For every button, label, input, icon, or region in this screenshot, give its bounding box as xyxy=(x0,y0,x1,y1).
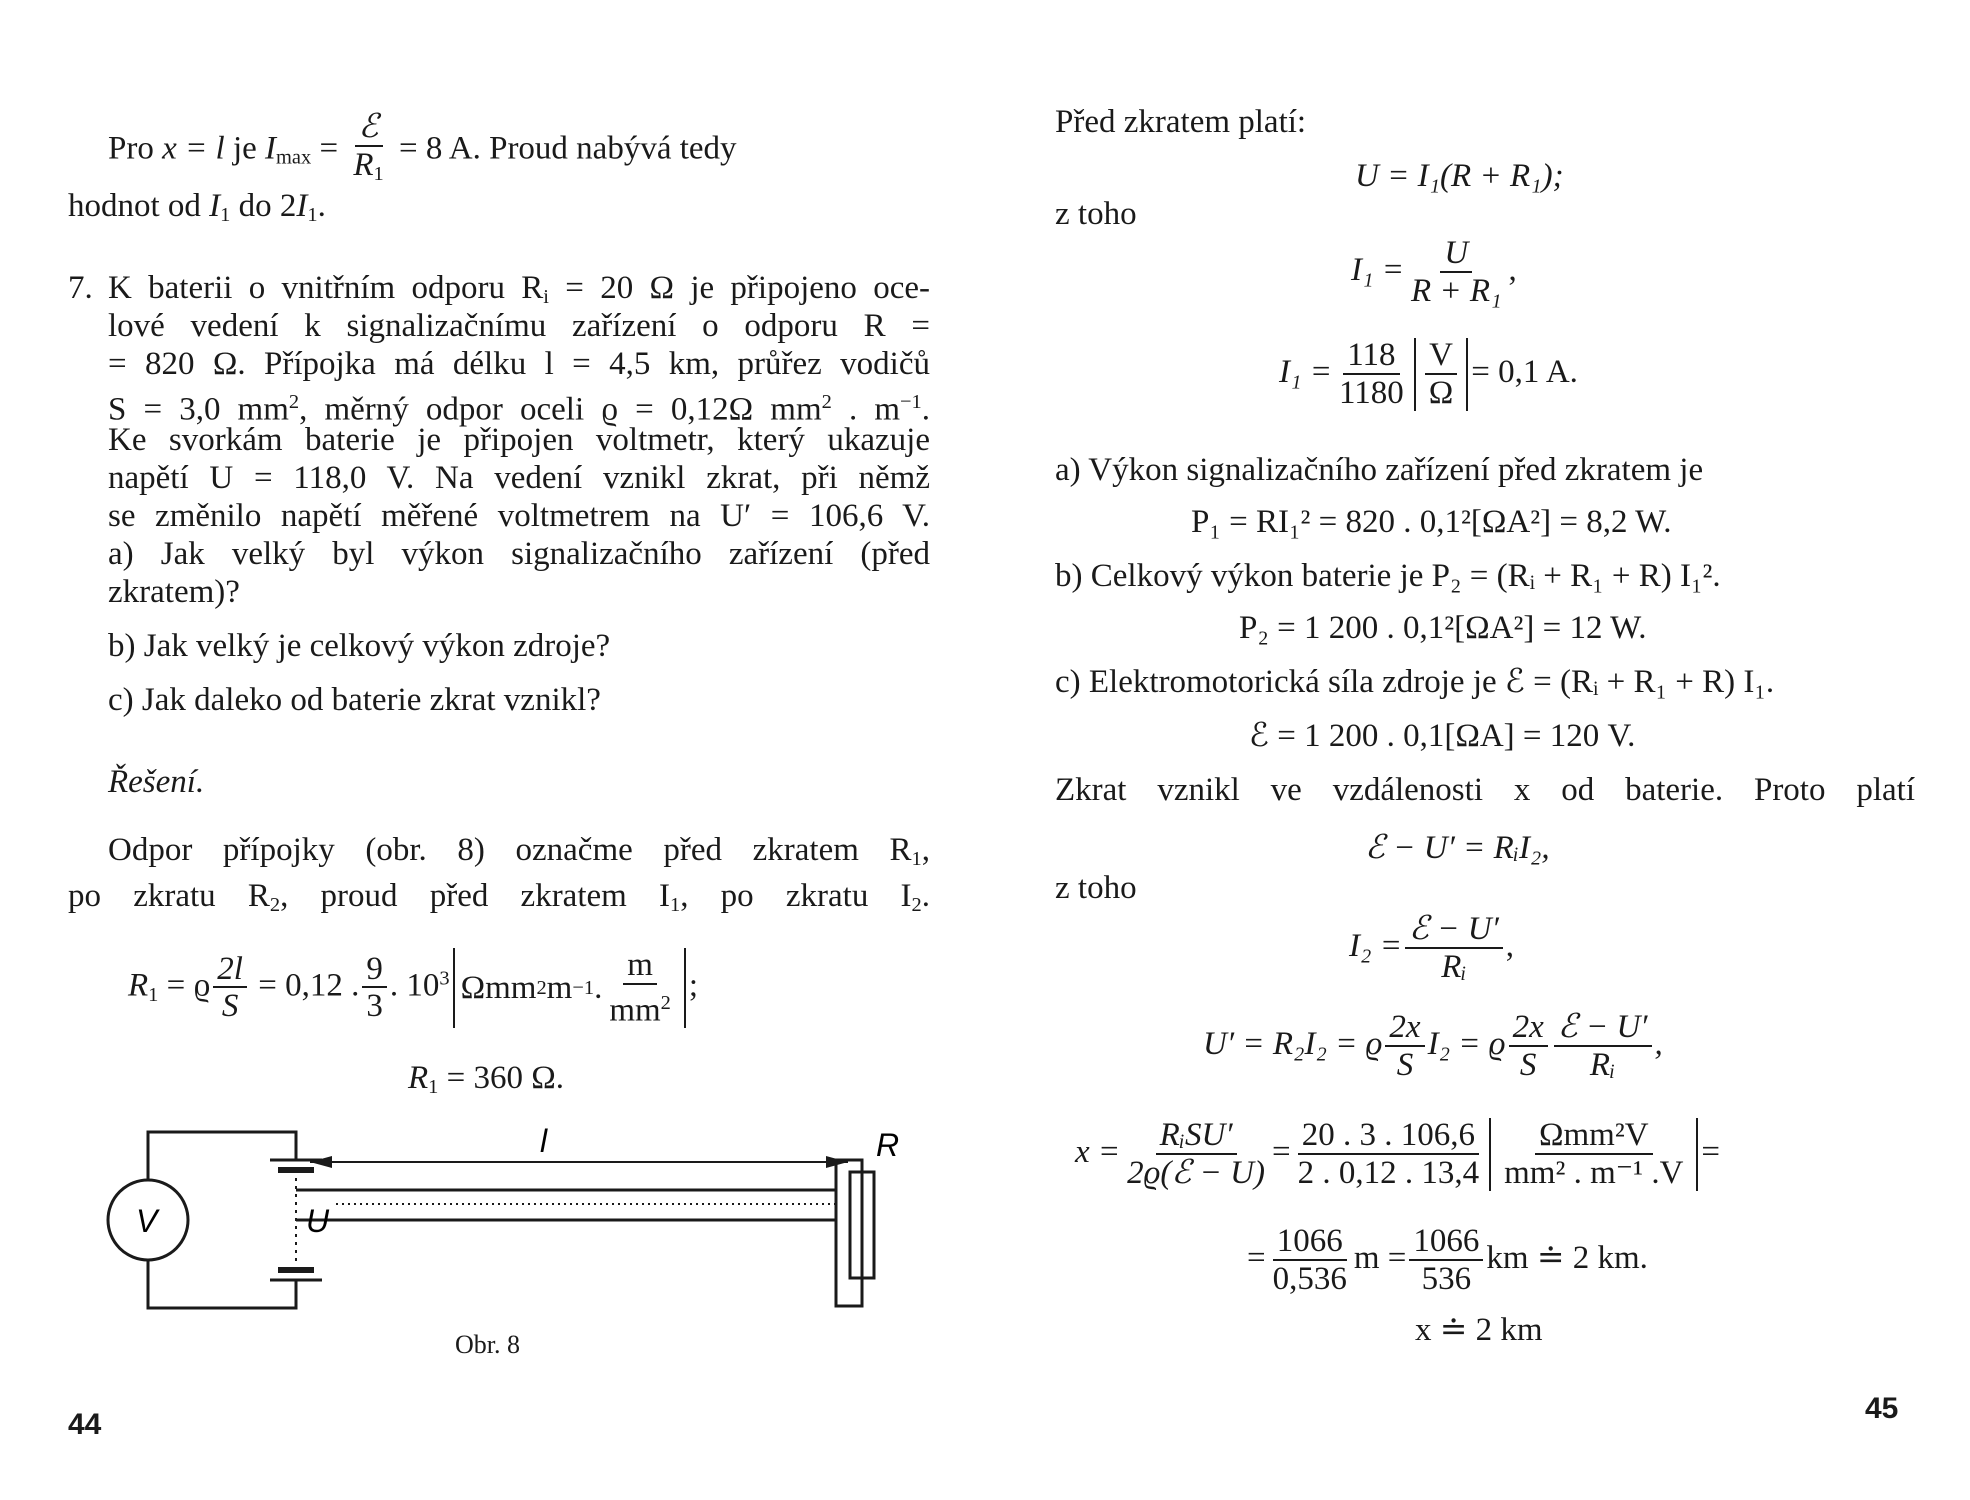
right-page xyxy=(985,0,1970,1500)
solution-heading: Řešení. xyxy=(108,764,205,800)
right-line-a: a) Výkon signalizačního zařízení před zkratem je xyxy=(1055,452,1704,488)
resistor-label: R xyxy=(876,1127,900,1163)
question-b: b) Jak velký je celkový výkon zdroje? xyxy=(108,628,611,664)
problem-line-3: = 820 Ω. Přípojka má délku l = 4,5 km, průřez vodičů xyxy=(108,346,930,382)
right-eq-ohm: U = I₁(R + R₁); xyxy=(1355,158,1564,194)
page-number-left: 44 xyxy=(68,1408,102,1441)
right-eq-i2: I₂ = $\frac{\text{ℰ − U′}}{\text{Rᵢ}}$ , xyxy=(1349,911,1515,985)
problem-number: 7. xyxy=(68,270,93,306)
right-eq-i1-value: I₁ = $\frac{118}{1180}$ $\frac{V}{\Omega}$ = 0,1 A. xyxy=(1279,337,1578,411)
equation-r1-result: $R_1 = 360$ Ω. xyxy=(408,1060,565,1099)
emf-over-r1-fraction: $\frac{\text{ℰ}}{R_1}$ xyxy=(353,109,384,185)
right-eq-x-result: = $\frac{1066}{0,536}$ m = $\frac{1066}{536}$ km ≐ 2 km. xyxy=(1247,1223,1648,1297)
right-eq-p1: P₁ = RI₁² = 820 . 0,1²[ΩA²] = 8,2 W. xyxy=(1191,504,1672,540)
question-c: c) Jak daleko od baterie zkrat vznikl? xyxy=(108,682,601,718)
length-label: l xyxy=(540,1123,548,1159)
problem-line-1: K baterii o vnitřním odporu $R_i = 20$ Ω je připojeno oce- xyxy=(108,270,930,309)
question-a-line-1: a) Jak velký byl výkon signalizačního zařízení (před xyxy=(108,536,930,572)
problem-line-4: S = 3,0 $mm^2$, měrný odpor oceli ϱ = 0,12Ω $mm^2$ . $m^{-1}$. xyxy=(108,391,930,428)
page-number-right: 45 xyxy=(1865,1392,1899,1425)
right-eq-i1: I₁ = $\frac{U}{\text{R + R₁}}$ , xyxy=(1351,235,1517,309)
voltmeter-label: V xyxy=(136,1203,158,1239)
right-eq-p2: P₂ = 1 200 . 0,1²[ΩA²] = 12 W. xyxy=(1239,610,1647,646)
circuit-diagram xyxy=(100,1120,920,1320)
voltage-label: U xyxy=(306,1203,330,1239)
problem-line-2: lové vedení k signalizačnímu zařízení o odporu R = xyxy=(108,308,930,344)
right-eq-x: x = $\frac{\text{RᵢSU′}}{\text{2ϱ(ℰ − U)}}$ = $\frac{20 . 3 . 106,6}{2 . 0,12 . 13,4}$ $\frac{\text{Ωmm²V}}{\text{mm² . m⁻¹ .V}}$ = xyxy=(1075,1117,1721,1191)
problem-line-6: napětí U = 118,0 V. Na vedení vznikl zkrat, při němž xyxy=(108,460,930,496)
right-line-c: c) Elektromotorická síla zdroje je ℰ = (Rᵢ + R₁ + R) I₁. xyxy=(1055,664,1775,700)
right-eq-emf-u: ℰ − U′ = RᵢI₂, xyxy=(1365,830,1550,866)
right-line-1: Před zkratem platí: xyxy=(1055,104,1307,140)
right-line-distance: Zkrat vznikl ve vzdálenosti x od baterie. Proto platí xyxy=(1055,772,1915,808)
right-eq-emf: ℰ = 1 200 . 0,1[ΩA] = 120 V. xyxy=(1249,718,1636,754)
problem-line-5: Ke svorkám baterie je připojen voltmetr, který ukazuje xyxy=(108,422,930,458)
equation-r1: $R_1 = ϱ$ $\frac{2l}{S}$ = 0,12 . $\frac{9}{3}$ . $10^3$ Ωmm 2 m −1 . $\frac{m}{mm^2}$ ; xyxy=(128,947,699,1028)
solution-line-1: Odpor přípojky (obr. 8) označme před zkratem $R_1$, xyxy=(108,832,930,871)
solution-line-2: po zkratu $R_2$, proud před zkratem $I_1$, po zkratu $I_2$. xyxy=(68,878,930,917)
intro-line-1: Pro x = l je $I_{max}$ = $\frac{\text{ℰ}}{R_1}$ = 8 A. Proud nabývá tedy xyxy=(108,110,930,192)
right-line-ztoho-1: z toho xyxy=(1055,196,1137,232)
right-line-b: b) Celkový výkon baterie je P₂ = (Rᵢ + R₁ + R) I₁². xyxy=(1055,558,1721,594)
intro-line-2: hodnot od $I_1$ do $2I_1$. xyxy=(68,188,326,227)
question-a-line-2: zkratem)? xyxy=(108,574,240,610)
unit-bracket: Ωmm 2 m −1 . $\frac{m}{mm^2}$ xyxy=(453,948,686,1028)
right-line-ztoho-2: z toho xyxy=(1055,870,1137,906)
right-eq-u-prime: U′ = R₂I₂ = ϱ $\frac{2x}{S}$ I₂ = ϱ $\frac{2x}{S}$ $\frac{\text{ℰ − U′}}{\text{Rᵢ}}$ , xyxy=(1203,1009,1663,1083)
problem-line-7: se změnilo napětí měřené voltmetrem na U′ = 106,6 V. xyxy=(108,498,930,534)
figure-caption: Obr. 8 xyxy=(455,1330,520,1359)
right-final-answer: x ≐ 2 km xyxy=(1415,1312,1543,1348)
